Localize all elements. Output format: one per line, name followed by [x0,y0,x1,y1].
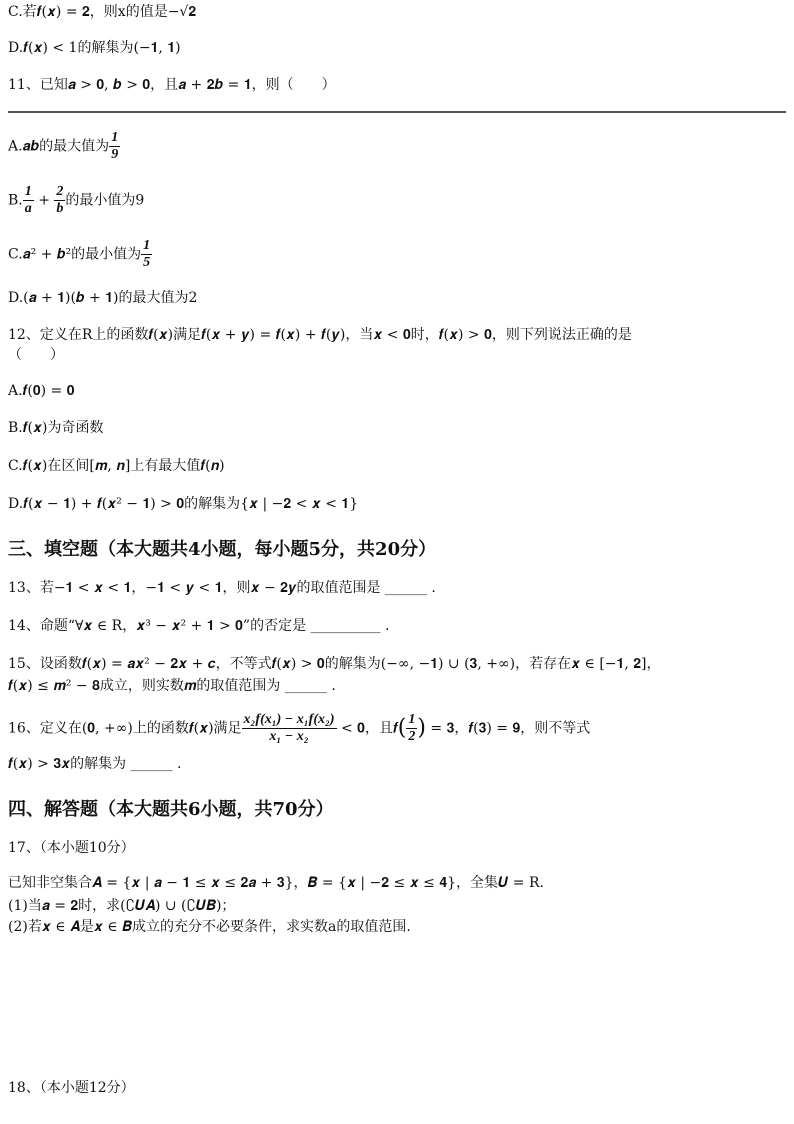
q12-option-a: A.𝒇(𝟎) = 𝟎 [8,383,75,399]
divider-line [8,111,786,113]
q11a-text: A.𝒂𝒃的最大值为 [8,138,110,155]
fraction: $\frac{1}{a}$ [24,184,32,216]
q16-line2: 𝒇(𝒙) > 𝟑𝒙的解集为 ______ . [8,756,182,772]
q12-option-c: C.𝒇(𝒙)在区间[𝒎, 𝒏]上有最大值𝒇(𝒏) [8,458,225,474]
q11-option-c: C.𝒂² + 𝒃²的最小值为 $\frac{1}{5}$ [8,238,151,270]
q17-part1: (1)当𝒂 = 𝟐时，求(∁𝑼𝑨) ∪ (∁𝑼𝑩)； [8,898,236,914]
q11-option-a [8,130,120,163]
q10-option-c: C.若𝒇(𝒙) = 𝟐，则x的值是−√𝟐 [8,4,197,20]
q17-stem: 已知非空集合𝑨 = {𝒙 | 𝒂 − 𝟏 ≤ 𝒙 ≤ 𝟐𝒂 + 𝟑}，𝑩 = {𝒙 | −𝟐 ≤ 𝒙 ≤ 𝟒}，全集𝑼 = R. [8,875,544,891]
q14: 14、命题“∀𝒙 ∈ R，𝒙³ − 𝒙² + 𝟏 > 𝟎”的否定是 __________ . [8,618,390,634]
q11-option-d: D.(𝒂 + 𝟏)(𝒃 + 𝟏)的最大值为2 [8,290,198,306]
paren-left: ( [397,715,407,741]
q12-stem-line2: （ ） [8,347,64,363]
fraction: $\frac{1}{2}$ [408,712,416,744]
q15-line2: 𝒇(𝒙) ≤ 𝒎² − 𝟖成立，则实数𝒎的取值范围为 ______ . [8,678,336,694]
section-3-heading: 三、填空题（本大题共4小题，每小题5分，共20分） [8,539,437,560]
fraction: $\frac{2}{b}$ [56,184,64,216]
q10-option-d: D.𝒇(𝒙) < 1的解集为(−𝟏, 𝟏) [8,40,181,56]
fraction: $\frac{\text{x₂f(x₁) − x₁f(x₂)}}{\text{x₁ − x₂}}$ [243,712,335,744]
q11-option-b: B. $\frac{1}{a}$ + $\frac{2}{b}$ 的最小值为9 [8,184,145,216]
paren-right: ) [417,715,426,741]
q17-header: 17、（本小题10分） [8,840,135,856]
fraction: $\frac{1}{9}$ [111,130,119,162]
q16-line1: 16、定义在(𝟎, +∞)上的函数𝒇(𝒙)满足 $\frac{\text{x₂f(x₁) − x₁f(x₂)}}{\text{x₁ − x₂}}$ < 𝟎，且𝒇( $\frac{1}{2}$ ) = 𝟑，𝒇(𝟑) = 𝟗，则不等式 [8,712,591,744]
q18-header: 18、（本小题12分） [8,1080,135,1096]
q12-stem-line1: 12、定义在R上的函数𝒇(𝒙)满足𝒇(𝒙 + 𝒚) = 𝒇(𝒙) + 𝒇(𝒚)，当𝒙 < 𝟎时，𝒇(𝒙) > 𝟎，则下列说法正确的是 [8,327,632,343]
q11-stem: 11、已知𝒂 > 𝟎, 𝒃 > 𝟎，且𝒂 + 𝟐𝒃 = 𝟏，则（ ） [8,77,336,93]
q15-line1: 15、设函数𝒇(𝒙) = 𝒂𝒙² − 𝟐𝒙 + 𝒄，不等式𝒇(𝒙) > 𝟎的解集为(−∞, −𝟏) ∪ (𝟑, +∞)，若存在𝒙 ∈ [−𝟏, 𝟐]， [8,656,661,672]
fraction: $\frac{1}{5}$ [143,238,151,270]
q12-option-d: D.𝒇(𝒙 − 𝟏) + 𝒇(𝒙² − 𝟏) > 𝟎的解集为{𝒙 | −𝟐 < 𝒙 < 𝟏} [8,496,359,512]
q13: 13、若−𝟏 < 𝒙 < 𝟏，−𝟏 < 𝒚 < 𝟏，则𝒙 − 𝟐𝒚的取值范围是 ______ . [8,580,436,596]
q17-part2: (2)若𝒙 ∈ 𝑨是𝒙 ∈ 𝑩成立的充分不必要条件，求实数a的取值范围. [8,919,411,935]
section-4-heading: 四、解答题（本大题共6小题，共70分） [8,799,334,820]
q12-option-b: B.𝒇(𝒙)为奇函数 [8,420,104,436]
